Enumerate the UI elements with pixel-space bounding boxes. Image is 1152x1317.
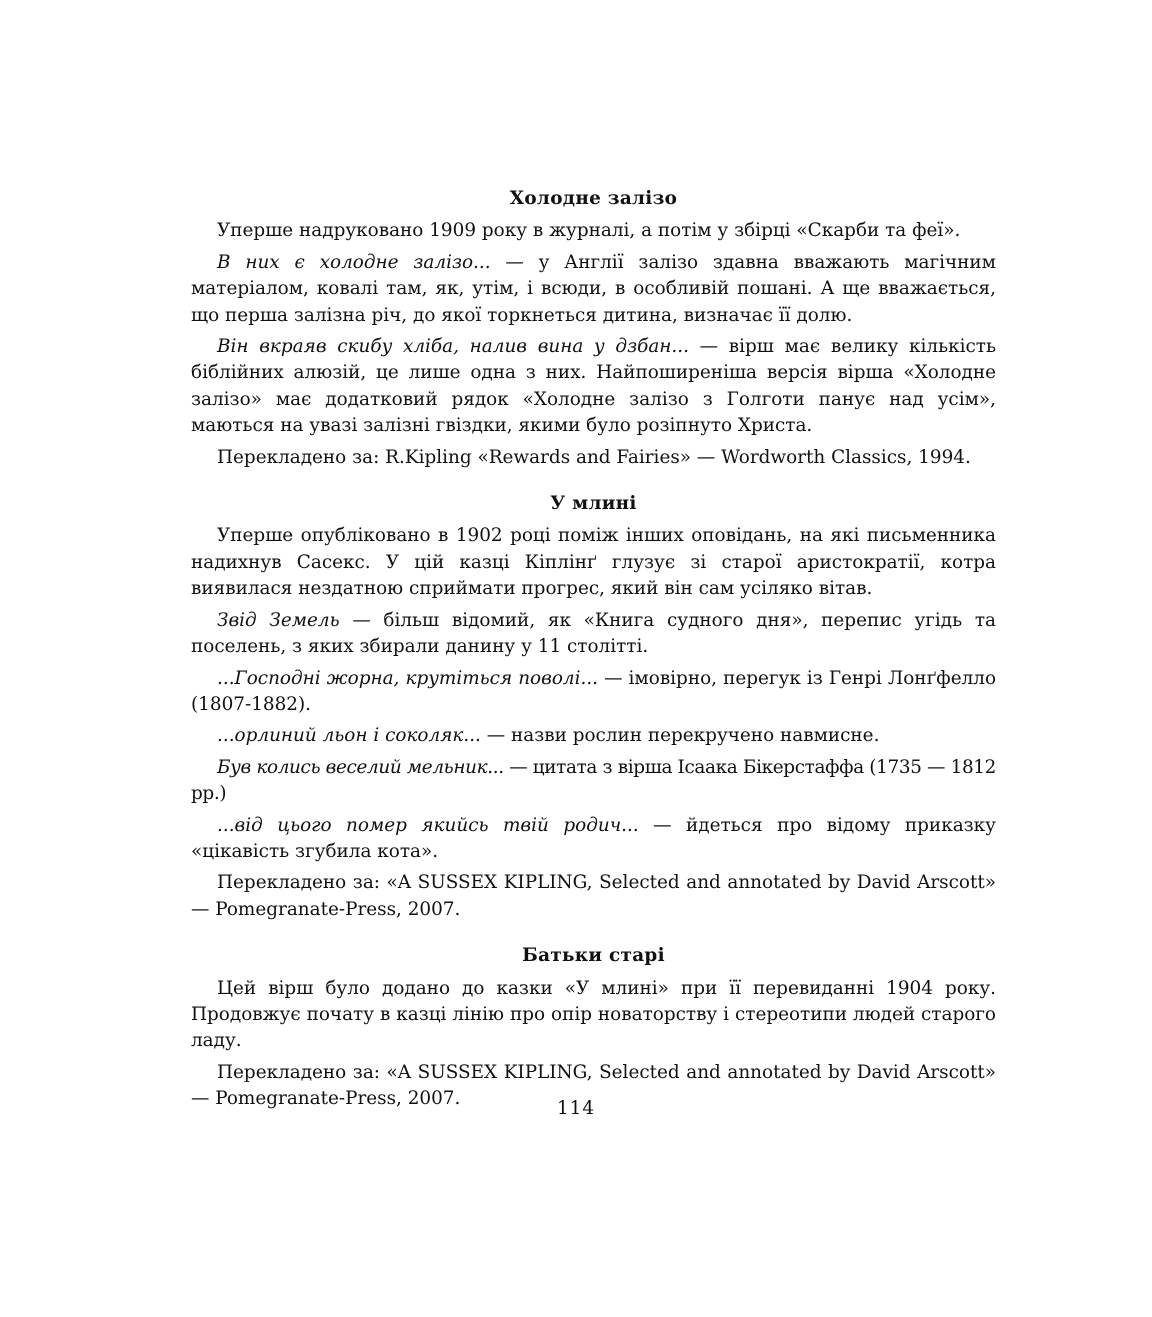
note-paragraph: ...орлиний льон і соколяк... — назви рослин перекручено навмисне. xyxy=(217,725,880,747)
quote-lead: ...орлиний льон і соколяк... xyxy=(217,725,481,747)
note-paragraph: ...Господні жорна, крутіться поволі... — імовірно, перегук із Генрі Лонґфелло (1807-1882). xyxy=(191,667,997,715)
translation-source: Перекладено за: R.Kipling «Rewards and Fairies» — Wordworth Classics, 1994. xyxy=(217,446,971,468)
note-paragraph: Уперше опубліковано в 1902 році поміж інших оповідань, на які письменника надихнув Сасекс. У цій казці Кіплінґ глузує зі старої аристократії, котра виявилася нездатною сприймати прогрес, який він сам усіляко вітав. xyxy=(191,525,996,600)
note-paragraph: В них є холодне залізо... — у Англії залізо здавна вважають магічним матеріалом, ковалі там, як, утім, і всюди, в особливій пошані. А ще вважається, що перша залізна річ, до якої торкнеться дитина, визначає її долю. xyxy=(191,251,996,326)
quote-lead: Він вкраяв скибу хліба, налив вина у дзбан... xyxy=(217,336,689,358)
section-title: У млині xyxy=(550,493,637,515)
page-content xyxy=(191,186,996,1118)
note-paragraph: Цей вірш було додано до казки «У млині» при її перевиданні 1904 року. Продовжує почату в казці лінію про опір новаторству і стереотипи людей старого ладу. xyxy=(191,977,996,1052)
quote-lead: Звід Земель xyxy=(217,609,340,631)
note-paragraph: Звід Земель — більш відомий, як «Книга судного дня», перепис угідь та поселень, з яких збирали данину у 11 столітті. xyxy=(191,609,996,658)
note-paragraph: Він вкраяв скибу хліба, налив вина у дзбан... — вірш має велику кількість біблійних алюзій, це лише одна з них. Найпоширеніша версія вірша «Холодне залізо» має додатковий рядок «Холодне залізо з Голготи панує над усім», маються на увазі залізні гвіздки, якими було розіпнуто Христа. xyxy=(191,336,996,437)
note-paragraph: Уперше надруковано 1909 року в журналі, а потім у збірці «Скарби та феї». xyxy=(217,220,961,242)
quote-lead: ...Господні жорна, крутіться поволі... xyxy=(217,667,599,689)
quote-lead: Був колись веселий мельник... xyxy=(217,756,504,778)
translation-source: Перекладено за: «A SUSSEX KIPLING, Selected and annotated by David Arscott» — Pomegranate-Press, 2007. xyxy=(191,1061,996,1110)
page-number: 114 xyxy=(556,1098,596,1119)
translation-source: Перекладено за: «A SUSSEX KIPLING, Selected and annotated by David Arscott» — Pomegranate-Press, 2007. xyxy=(191,872,996,920)
section-title: Холодне залізо xyxy=(509,188,678,209)
section-title: Батьки старі xyxy=(522,945,665,967)
quote-lead: В них є холодне залізо... xyxy=(217,251,491,273)
note-paragraph: Був колись веселий мельник... — цитата з вірша Ісаака Бікерстаффа (1735 — 1812 рр.) xyxy=(191,756,996,805)
note-paragraph: ...від цього помер якийсь твій родич... — йдеться про відому приказку «цікавість згубила кота». xyxy=(191,814,996,862)
quote-lead: ...від цього помер якийсь твій родич... xyxy=(217,814,639,836)
